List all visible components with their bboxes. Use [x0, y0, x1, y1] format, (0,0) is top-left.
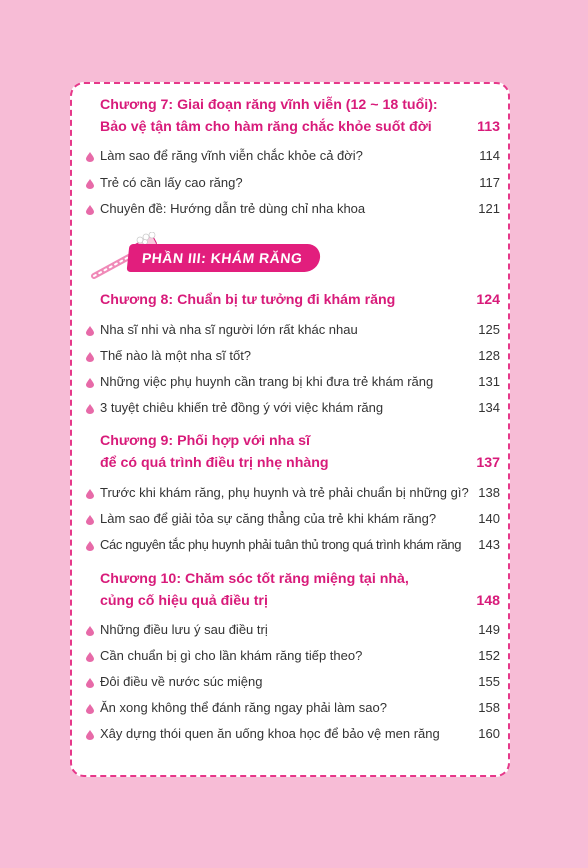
drop-bullet-icon — [86, 152, 94, 162]
list-item[interactable] — [86, 672, 500, 692]
item-text: Trẻ có cần lấy cao răng? — [100, 175, 243, 190]
chapter-title-line-1: Chương 10: Chăm sóc tốt răng miệng tại nhà, — [100, 571, 409, 587]
chapter-7-heading[interactable] — [100, 94, 500, 138]
list-item[interactable] — [86, 620, 500, 640]
list-item[interactable] — [86, 509, 500, 529]
item-text: Những điều lưu ý sau điều trị — [100, 622, 268, 637]
item-page-number: 114 — [479, 148, 500, 163]
list-item[interactable] — [86, 320, 500, 340]
item-text: Cần chuẩn bị gì cho lần khám răng tiếp theo? — [100, 648, 363, 663]
drop-bullet-icon — [86, 179, 94, 189]
item-text: Những việc phụ huynh cần trang bị khi đưa trẻ khám răng — [100, 374, 434, 389]
item-page-number: 143 — [478, 537, 500, 552]
item-text: Chuyên đề: Hướng dẫn trẻ dùng chỉ nha khoa — [100, 201, 366, 216]
chapter-page-number: 137 — [476, 455, 500, 471]
chapter-9-heading[interactable] — [100, 430, 500, 474]
list-item[interactable] — [86, 173, 500, 193]
item-text: Làm sao để giải tỏa sự căng thẳng của trẻ khi khám răng? — [100, 511, 437, 526]
item-page-number: 152 — [478, 648, 500, 663]
chapter-8-heading[interactable] — [100, 289, 500, 311]
item-page-number: 131 — [478, 374, 500, 389]
part-3-banner — [90, 232, 310, 282]
item-text: 3 tuyệt chiêu khiến trẻ đồng ý với việc khám răng — [100, 400, 384, 415]
item-text: Làm sao để răng vĩnh viễn chắc khỏe cả đời? — [100, 148, 363, 163]
item-text: Các nguyên tắc phụ huynh phải tuân thủ trong quá trình khám răng — [100, 537, 462, 552]
list-item[interactable] — [86, 483, 500, 503]
chapter-page-number: 124 — [476, 292, 500, 308]
item-page-number: 128 — [478, 348, 500, 363]
drop-bullet-icon — [86, 205, 94, 215]
list-item[interactable] — [86, 146, 500, 166]
item-text: Xây dựng thói quen ăn uống khoa học để bảo vệ men răng — [100, 726, 440, 741]
list-item[interactable] — [86, 346, 500, 366]
item-text: Nha sĩ nhi và nha sĩ người lớn rất khác nhau — [100, 322, 358, 337]
list-item[interactable] — [86, 199, 500, 219]
item-page-number: 138 — [478, 485, 500, 500]
item-page-number: 160 — [478, 726, 500, 741]
drop-bullet-icon — [86, 489, 94, 499]
list-item[interactable] — [86, 724, 500, 744]
list-item[interactable] — [86, 398, 500, 418]
list-item[interactable] — [86, 646, 500, 666]
chapter-title-line-2: củng cố hiệu quả điều trị — [100, 593, 268, 609]
chapter-title-line-1: Chương 7: Giai đoạn răng vĩnh viễn (12 ~ 18 tuổi): — [100, 97, 438, 113]
item-page-number: 149 — [478, 622, 500, 637]
item-page-number: 140 — [478, 511, 500, 526]
chapter-title-line-2: để có quá trình điều trị nhẹ nhàng — [100, 455, 329, 471]
item-text: Ăn xong không thể đánh răng ngay phải làm sao? — [100, 700, 387, 715]
item-text: Trước khi khám răng, phụ huynh và trẻ phải chuẩn bị những gì? — [100, 485, 469, 500]
drop-bullet-icon — [86, 352, 94, 362]
drop-bullet-icon — [86, 404, 94, 414]
item-text: Thế nào là một nha sĩ tốt? — [100, 348, 252, 363]
part-label[interactable]: PHẦN III: KHÁM RĂNG — [127, 244, 322, 272]
chapter-title-line-1: Chương 9: Phối hợp với nha sĩ — [100, 433, 310, 449]
drop-bullet-icon — [86, 678, 94, 688]
drop-bullet-icon — [86, 541, 94, 551]
drop-bullet-icon — [86, 515, 94, 525]
drop-bullet-icon — [86, 652, 94, 662]
drop-bullet-icon — [86, 626, 94, 636]
drop-bullet-icon — [86, 704, 94, 714]
chapter-title-line-2: Bảo vệ tận tâm cho hàm răng chắc khỏe suốt đời — [100, 119, 432, 135]
item-page-number: 117 — [479, 175, 500, 190]
item-text: Đôi điều về nước súc miệng — [100, 674, 263, 689]
list-item[interactable] — [86, 372, 500, 392]
drop-bullet-icon — [86, 378, 94, 388]
chapter-page-number: 148 — [476, 593, 500, 609]
drop-bullet-icon — [86, 326, 94, 336]
chapter-page-number: 113 — [477, 119, 500, 135]
chapter-title-line-1: Chương 8: Chuẩn bị tư tưởng đi khám răng — [100, 292, 396, 308]
item-page-number: 155 — [478, 674, 500, 689]
toc-card — [70, 82, 510, 777]
drop-bullet-icon — [86, 730, 94, 740]
item-page-number: 158 — [478, 700, 500, 715]
list-item[interactable] — [86, 698, 500, 718]
chapter-10-heading[interactable] — [100, 568, 500, 612]
item-page-number: 121 — [478, 201, 500, 216]
item-page-number: 125 — [478, 322, 500, 337]
item-page-number: 134 — [478, 400, 500, 415]
list-item[interactable] — [86, 535, 500, 555]
